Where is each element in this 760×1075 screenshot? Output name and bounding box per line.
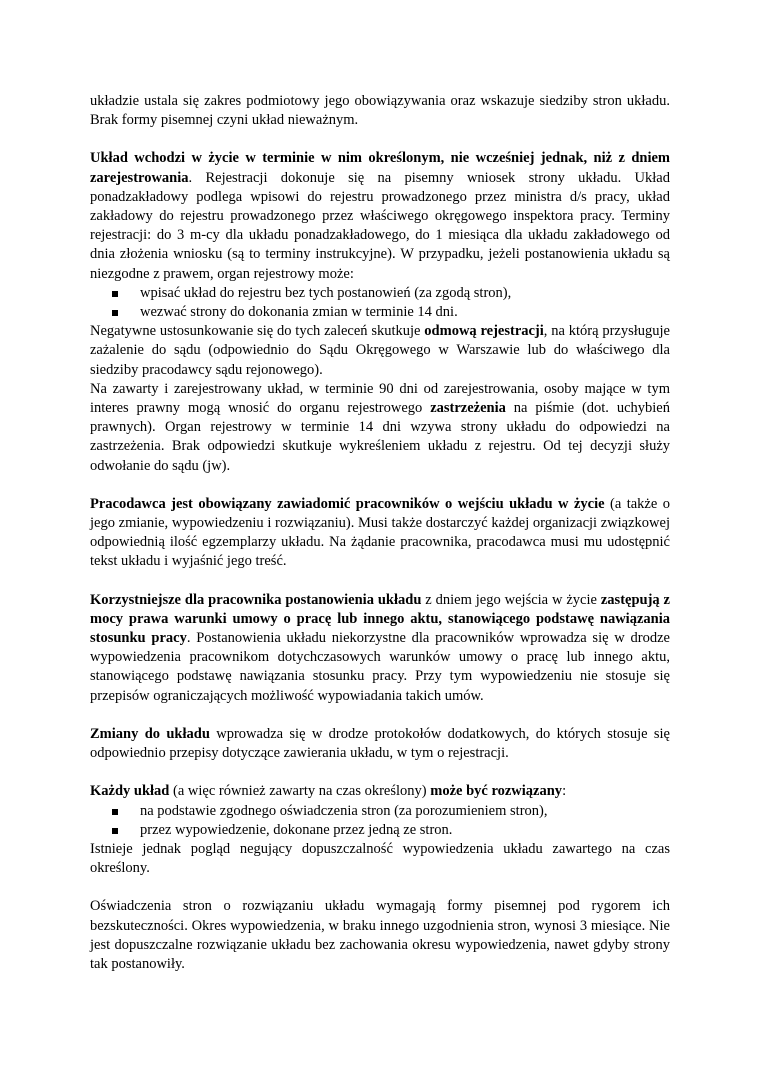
bold-replacement: zastępują z mocy prawa warunki umowy o pracę lub innego aktu, stanowiącego podstawę nawiązania stosunku pracy (90, 591, 670, 647)
paragraph-termination-form: Oświadczenia stron o rozwiązaniu układu wymagają formy pisemnej pod rygorem ich bezskuteczności. Okres wypowiedzenia, w braku innego uzgodnienia stron, wynosi 3 miesiące. Nie jest dopuszczalne rozwiązanie układu bez zachowania okresu wypowiedzenia, nawet gdyby strony tak postanowiły. (90, 898, 670, 972)
paragraph-form-requirement: układzie ustala się zakres podmiotowy jego obowiązywania oraz wskazuje siedziby stron układu. Brak formy pisemnej czyni układ nieważnym. (90, 93, 670, 129)
document-body (90, 92, 670, 974)
bold-entry-into-force: Układ wchodzi w życie w terminie w nim określonym, nie wcześniej jednak, niż z dniem zarejestrowania (90, 150, 670, 186)
bold-favourable-provisions: Korzystniejsze dla pracownika postanowienia układu (90, 591, 422, 608)
bold-employer-duty: Pracodawca jest obowiązany zawiadomić pracowników o wejściu układu w życie (90, 495, 605, 512)
bullet-icon (112, 291, 118, 297)
bold-refusal: odmową rejestracji (424, 323, 544, 340)
registry-options-list (90, 284, 670, 322)
list-item: wezwać strony do dokonania zmian w terminie 14 dni. (90, 303, 670, 322)
paragraph-refusal: Negatywne ustosunkowanie się do tych zaleceń skutkuje odmową rejestracji, na którą przysługuje zażalenie do sądu (odpowiednio do Sądu Okręgowego w Warszawie lub do właściwego dla siedziby pracodawcy sądu rejonowego). (90, 323, 670, 378)
paragraph-gap (90, 476, 670, 495)
list-item: na podstawie zgodnego oświadczenia stron (za porozumieniem stron), (90, 802, 670, 821)
paragraph-entry-into-force: Układ wchodzi w życie w terminie w nim określonym, nie wcześniej jednak, niż z dniem zarejestrowania. Rejestracji dokonuje się na pisemny wniosek strony układu. Układ ponadzakładowy podlega wpisowi do rejestru prowadzonego przez ministra d/s pracy, układ zakładowy do rejestru prowadzonego przez właściwego okręgowego inspektora pracy. Terminy rejestracji: do 3 m-cy dla układu ponadzakładowego, do 1 miesiąca dla układu zakładowego od dnia złożenia wniosku (są to terminy instrukcyjne). W przypadku, jeżeli postanowienia układu są niezgodne z prawem, organ rejestrowy może: (90, 150, 670, 282)
bullet-icon (112, 310, 118, 316)
list-item: wpisać układ do rejestru bez tych postanowień (za zgodą stron), (90, 284, 670, 303)
paragraph-termination: Każdy układ (a więc również zawarty na czas określony) może być rozwiązany: (90, 783, 567, 800)
paragraph-opposing-view: Istnieje jednak pogląd negujący dopuszczalność wypowiedzenia układu zawartego na czas określony. (90, 840, 670, 877)
bullet-icon (112, 828, 118, 834)
paragraph-gap (90, 572, 670, 591)
paragraph-objections: Na zawarty i zarejestrowany układ, w terminie 90 dni od zarejestrowania, osoby mające w tym interes prawny mogą wnosić do organu rejestrowego zastrzeżenia na piśmie (dot. uchybień prawnych). Organ rejestrowy w terminie 14 dni wzywa strony układu do odpowiedzi na zastrzeżenia. Brak odpowiedzi skutkuje wykreśleniem układu z rejestru. Od tej decyzji służy odwołanie do sądu (jw). (90, 380, 670, 474)
paragraph-favourable-provisions: Korzystniejsze dla pracownika postanowienia układu z dniem jego wejścia w życie zastępują z mocy prawa warunki umowy o pracę lub innego aktu, stanowiącego podstawę nawiązania stosunku pracy. Postanowienia układu niekorzystne dla pracowników wprowadza się w drodze wypowiedzenia pracownikom dotychczasowych warunków umowy o pracę lub innego aktu, stanowiącego podstawę nawiązania stosunku pracy. Przy tym wypowiedzeniu nie stosuje się przepisów ograniczających możliwość wypowiadania takich umów. (90, 591, 670, 704)
termination-methods-list (90, 802, 670, 840)
paragraph-employer-duty: Pracodawca jest obowiązany zawiadomić pracowników o wejściu układu w życie (a także o jego zmianie, wypowiedzeniu i rozwiązaniu). Musi także dostarczyć każdej organizacji związkowej odpowiednią ilość egzemplarzy układu. Na żądanie pracownika, pracodawca musi mu udostępnić tekst układu i wyjaśnić jego treść. (90, 495, 670, 570)
bold-can-be-terminated: może być rozwiązany (430, 783, 563, 800)
paragraph-amendments: Zmiany do układu wprowadza się w drodze protokołów dodatkowych, do których stosuje się odpowiednio przepisy dotyczące zawierania układu, w tym o rejestracji. (90, 725, 670, 762)
bold-objections: zastrzeżenia (430, 400, 506, 417)
paragraph-gap (90, 878, 670, 897)
paragraph-gap (90, 706, 670, 725)
paragraph-gap (90, 763, 670, 782)
bold-amendments: Zmiany do układu (90, 725, 210, 742)
list-item: przez wypowiedzenie, dokonane przez jedną ze stron. (90, 821, 670, 840)
bullet-icon (112, 809, 118, 815)
bold-each-agreement: Każdy układ (90, 783, 170, 800)
paragraph-gap (90, 130, 670, 149)
